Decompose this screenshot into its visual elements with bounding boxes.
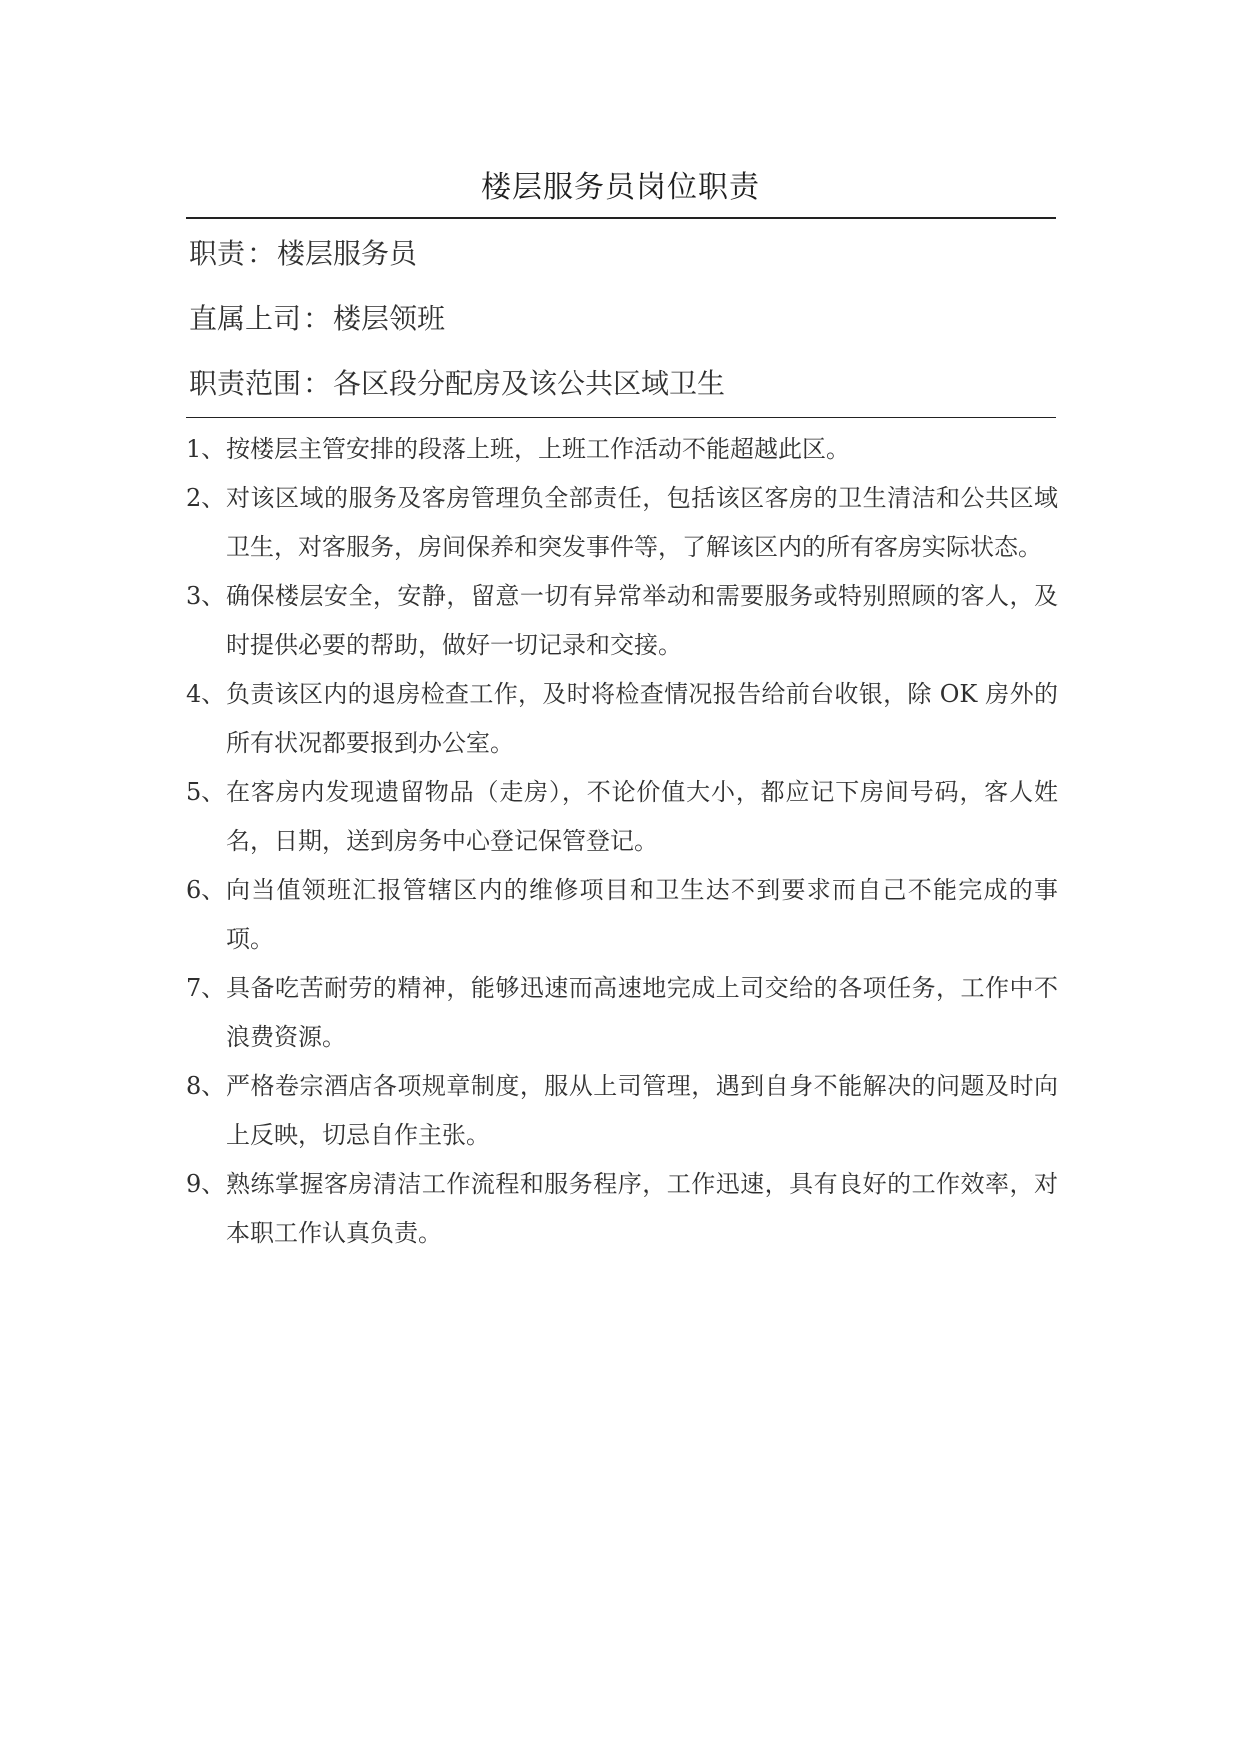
duty-text: 对该区域的服务及客房管理负全部责任，包括该区客房的卫生清洁和公共区域卫生，对客服务，房间保养和突发事件等，了解该区内的所有客房实际状态。 — [226, 484, 1058, 561]
duty-text: 负责该区内的退房检查工作，及时将检查情况报告给前台收银，除 OK 房外的所有状况都要报到办公室。 — [226, 680, 1058, 757]
duty-item — [186, 866, 1058, 964]
duty-item — [186, 1062, 1058, 1160]
duty-text: 在客房内发现遗留物品（走房），不论价值大小，都应记下房间号码，客人姓名，日期，送到房务中心登记保管登记。 — [226, 778, 1058, 855]
duty-number: 7、 — [186, 974, 226, 1002]
duty-number: 2、 — [186, 484, 226, 512]
info-label: 直属上司 — [189, 302, 302, 335]
duty-text: 按楼层主管安排的段落上班，上班工作活动不能超越此区。 — [226, 435, 850, 463]
duty-number: 1、 — [186, 435, 226, 463]
duty-item — [186, 572, 1058, 670]
duty-text: 严格卷宗酒店各项规章制度，服从上司管理，遇到自身不能解决的问题及时向上反映，切忌自作主张。 — [226, 1072, 1058, 1149]
title-rule — [186, 217, 1056, 219]
duty-number: 9、 — [186, 1170, 226, 1198]
duty-number: 4、 — [186, 680, 226, 708]
duty-text: 具备吃苦耐劳的精神，能够迅速而高速地完成上司交给的各项任务，工作中不浪费资源。 — [226, 974, 1058, 1051]
duty-text: 向当值领班汇报管辖区内的维修项目和卫生达不到要求而自己不能完成的事项。 — [226, 876, 1058, 953]
duty-item — [186, 1160, 1058, 1258]
duty-number: 8、 — [186, 1072, 226, 1100]
info-separator: ： — [303, 302, 332, 335]
info-value: 楼层服务员 — [277, 237, 418, 270]
info-separator: ： — [303, 367, 332, 400]
duty-item — [186, 425, 1058, 474]
info-line-scope — [189, 362, 725, 402]
section-rule — [186, 417, 1056, 418]
info-line-supervisor — [189, 297, 445, 337]
duty-number: 3、 — [186, 582, 226, 610]
duty-list — [186, 425, 1058, 1258]
duty-text: 熟练掌握客房清洁工作流程和服务程序，工作迅速，具有良好的工作效率，对本职工作认真负责。 — [226, 1170, 1058, 1247]
document-title: 楼层服务员岗位职责 — [481, 170, 760, 205]
duty-item — [186, 964, 1058, 1062]
info-line-duty — [189, 232, 417, 272]
info-value: 各区段分配房及该公共区域卫生 — [333, 367, 726, 400]
info-value: 楼层领班 — [333, 302, 446, 335]
duty-number: 5、 — [186, 778, 226, 806]
info-label: 职责 — [189, 237, 246, 270]
duty-item — [186, 670, 1058, 768]
info-separator: ： — [247, 237, 276, 270]
duty-text: 确保楼层安全，安静，留意一切有异常举动和需要服务或特别照顾的客人，及时提供必要的帮助，做好一切记录和交接。 — [226, 582, 1058, 659]
duty-number: 6、 — [186, 876, 226, 904]
info-label: 职责范围 — [189, 367, 302, 400]
duty-item — [186, 474, 1058, 572]
duty-item — [186, 768, 1058, 866]
